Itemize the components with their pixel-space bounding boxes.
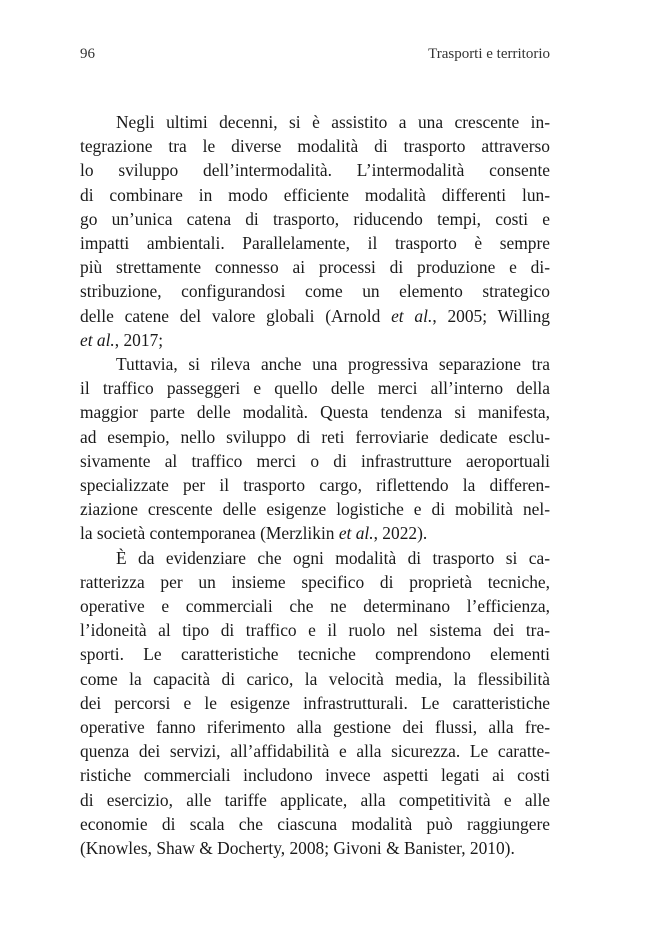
text-line: sivamente al traffico merci o di infrastrutture aeroportuali	[80, 450, 550, 471]
text-line: ziazione crescente delle esigenze logistiche e di mobilità nel-	[80, 499, 550, 520]
text-line: sporti. Le caratteristiche tecniche comprendono elementi	[80, 644, 550, 665]
text-line: operative fanno riferimento alla gestione dei flussi, alla fre-	[80, 717, 550, 738]
text-line: il traffico passeggeri e quello delle merci all’interno della	[80, 378, 550, 399]
text-line: l’idoneità al tipo di traffico e il ruolo nel sistema dei tra-	[80, 620, 550, 641]
text-line: (Knowles, Shaw & Docherty, 2008; Givoni & Banister, 2010).	[80, 838, 515, 859]
text-line: di esercizio, alle tariffe applicate, alla competitività e alle	[80, 789, 550, 810]
text-line: stribuzione, configurandosi come un elemento strategico	[80, 281, 550, 302]
text-line: lo sviluppo dell’intermodalità. L’intermodalità consente	[80, 160, 550, 181]
text-line: la società contemporanea (Merzlikin et al., 2022).	[80, 523, 428, 544]
text-line: È da evidenziare che ogni modalità di trasporto si ca-	[116, 547, 550, 568]
text-line: tegrazione tra le diverse modalità di trasporto attraverso	[80, 136, 550, 157]
text-line: Negli ultimi decenni, si è assistito a una crescente in-	[116, 112, 550, 132]
text-line: economie di scala che ciascuna modalità può raggiungere	[80, 813, 550, 834]
text-line: Tuttavia, si rileva anche una progressiva separazione tra	[116, 354, 550, 375]
text-line: di combinare in modo efficiente modalità differenti lun-	[80, 184, 550, 205]
body-text	[80, 110, 550, 860]
text-line: go un’unica catena di trasporto, riducendo tempi, costi e	[80, 208, 550, 229]
text-line: specializzate per il trasporto cargo, riflettendo la differen-	[80, 475, 550, 496]
text-line: dei percorsi e le esigenze infrastrutturali. Le caratteristiche	[80, 692, 550, 713]
paragraph-1	[80, 110, 550, 352]
paragraph-3	[80, 546, 550, 861]
text-line: come la capacità di carico, la velocità media, la flessibilità	[80, 668, 550, 689]
text-line: operative e commerciali che ne determinano l’efficienza,	[80, 596, 550, 617]
text-line: delle catene del valore globali (Arnold et al., 2005; Willing	[80, 305, 550, 326]
text-line: et al., 2017;	[80, 329, 164, 350]
text-line: maggior parte delle modalità. Questa tendenza si manifesta,	[80, 402, 550, 423]
text-line: quenza dei servizi, all’affidabilità e alla sicurezza. Le caratte-	[80, 741, 550, 762]
text-line: ratterizza per un insieme specifico di proprietà tecniche,	[80, 571, 550, 592]
page-number: 96	[80, 46, 95, 62]
paragraph-2	[80, 352, 550, 546]
text-line: più strettamente connesso ai processi di produzione e di-	[80, 257, 550, 278]
text-line: ad esempio, nello sviluppo di reti ferroviarie dedicate esclu-	[80, 426, 550, 447]
running-title: Trasporti e territorio	[428, 46, 550, 62]
text-line: impatti ambientali. Parallelamente, il trasporto è sempre	[80, 233, 550, 254]
text-line: ristiche commerciali includono invece aspetti legati ai costi	[80, 765, 550, 786]
